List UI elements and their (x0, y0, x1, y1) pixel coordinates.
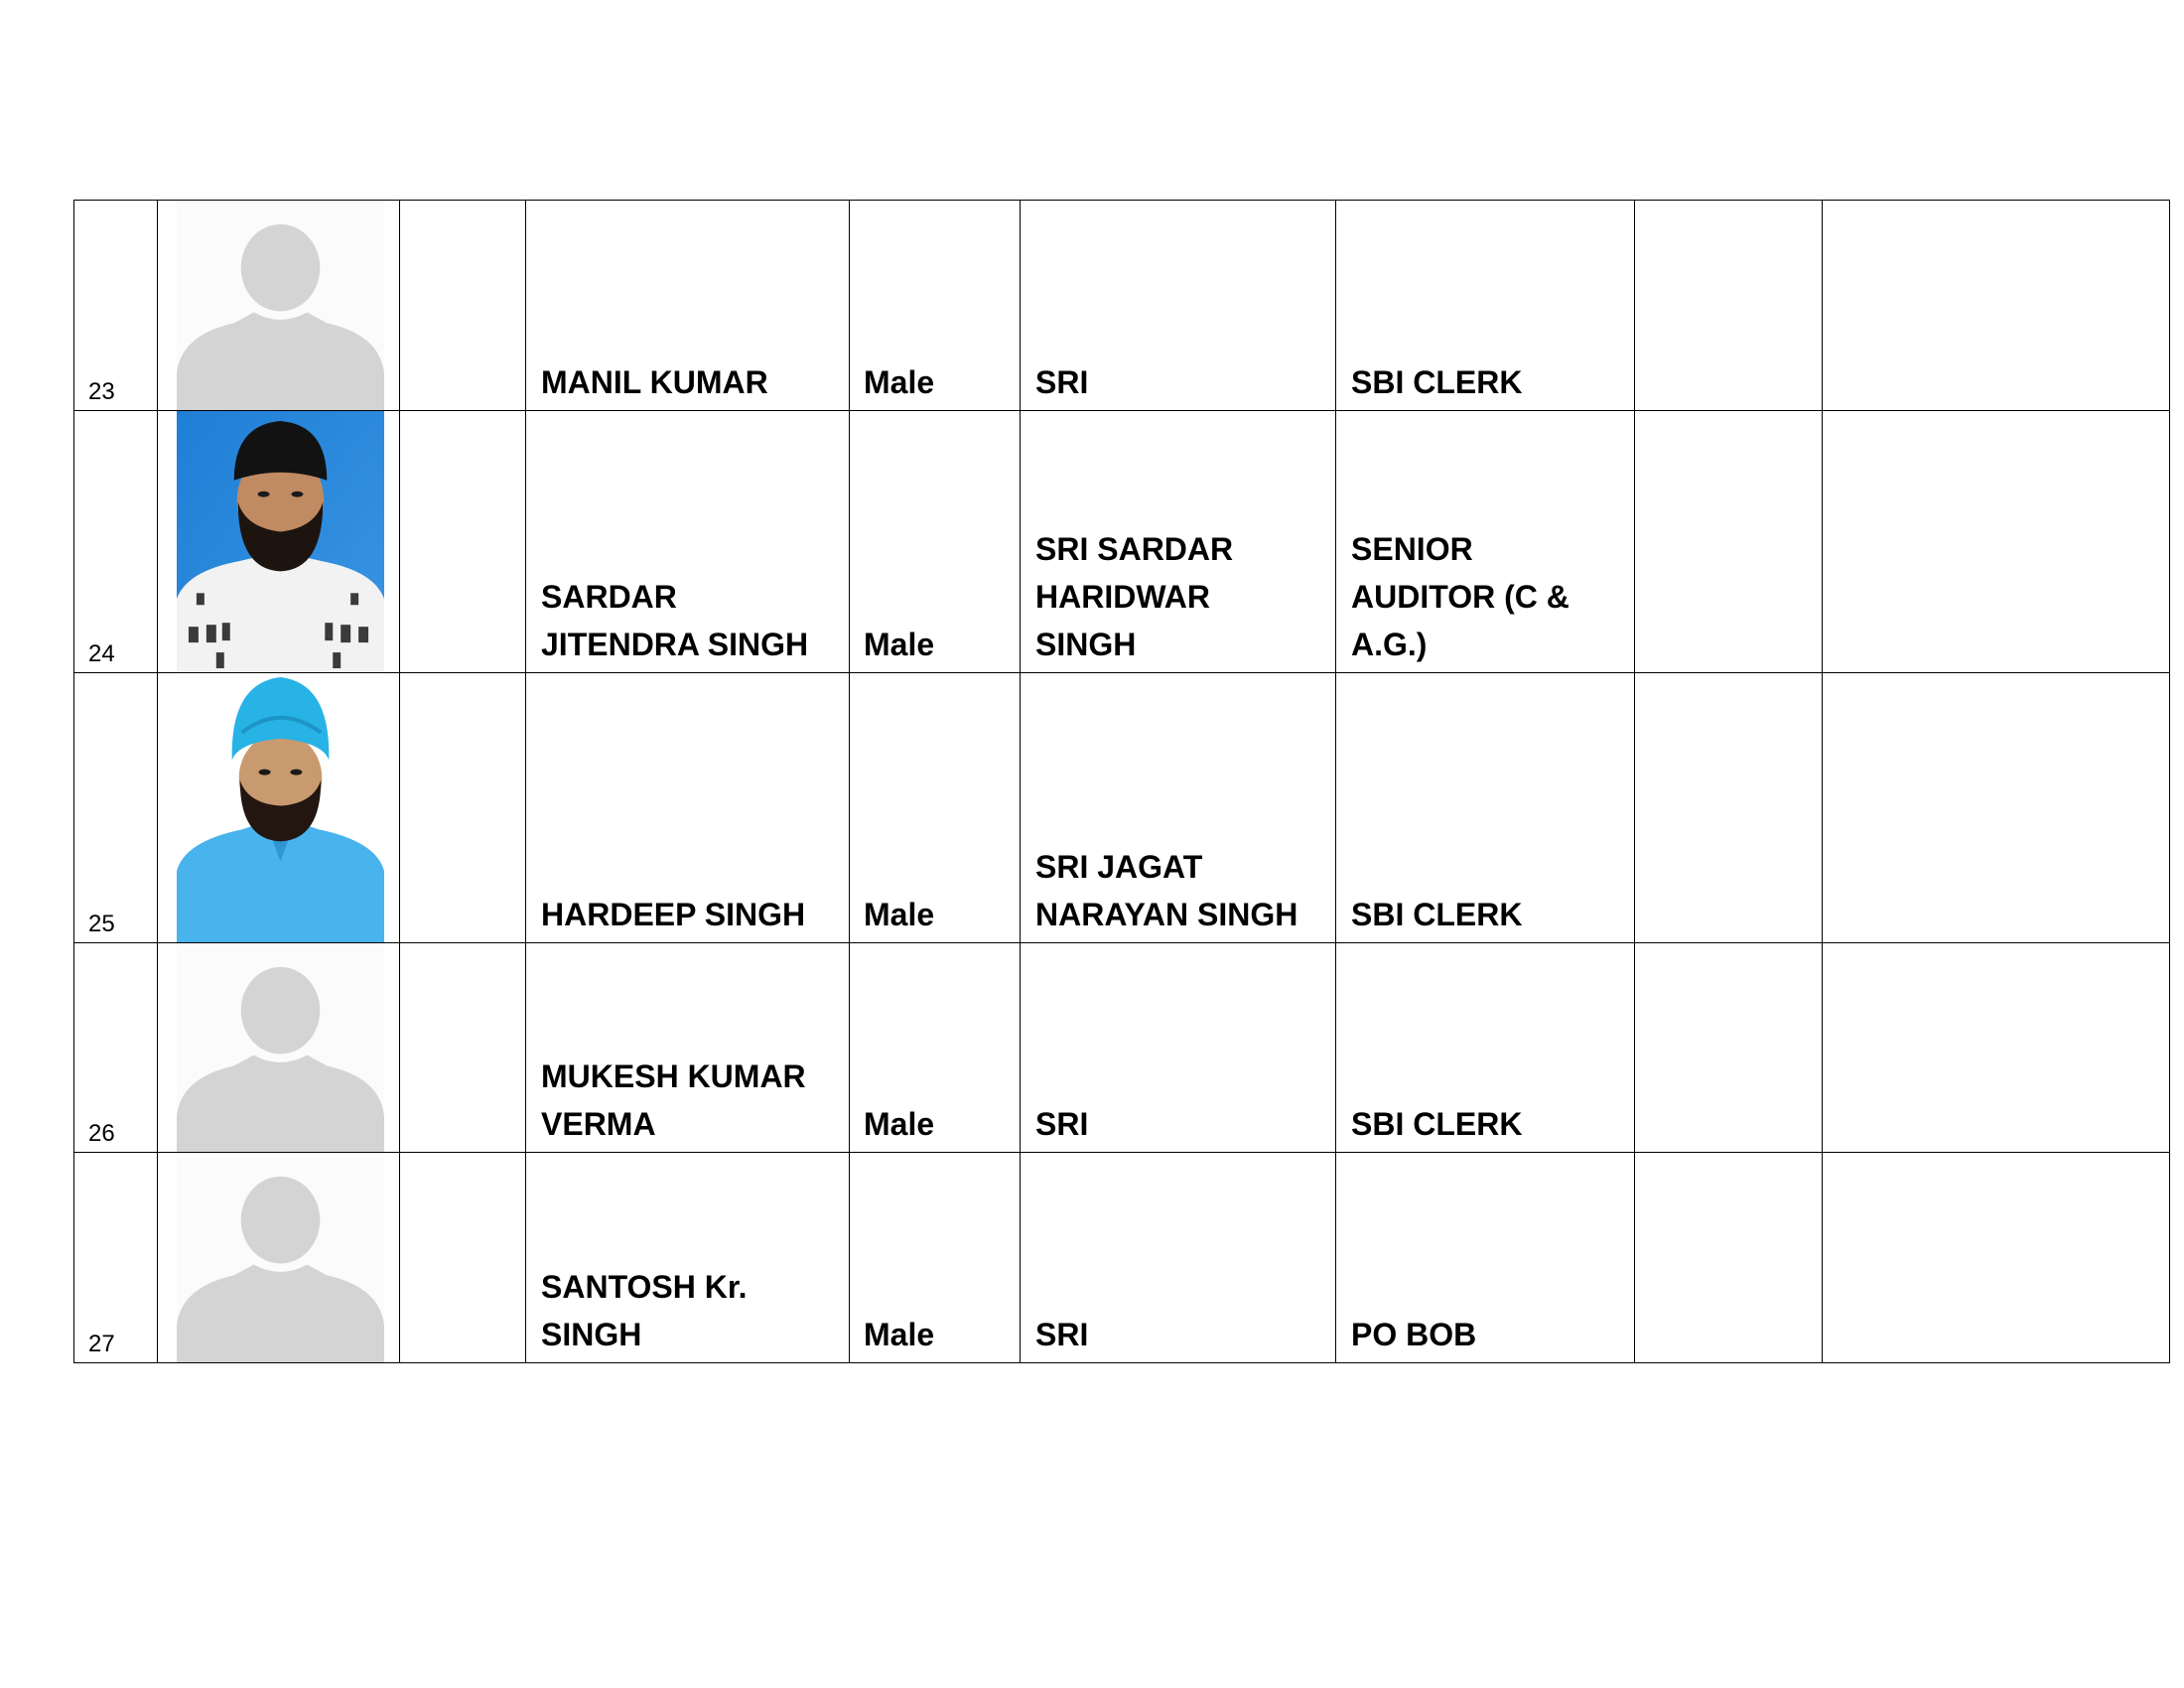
table-row (74, 411, 2170, 673)
table-row (74, 1153, 2170, 1363)
empty-cell (1823, 673, 2170, 943)
designation: PO BOB (1336, 1153, 1635, 1363)
empty-cell (1823, 943, 2170, 1153)
serial-number: 25 (74, 673, 158, 943)
candidate-gender: Male (850, 201, 1021, 411)
father-name: SRI JAGAT NARAYAN SINGH (1021, 673, 1336, 943)
empty-cell (1635, 943, 1823, 1153)
empty-cell (1635, 411, 1823, 673)
placeholder-avatar-icon (177, 201, 384, 410)
empty-cell (400, 411, 526, 673)
empty-cell (400, 673, 526, 943)
empty-cell (400, 943, 526, 1153)
empty-cell (1823, 1153, 2170, 1363)
candidate-gender: Male (850, 1153, 1021, 1363)
table-row (74, 201, 2170, 411)
candidate-name: SARDAR JITENDRA SINGH (526, 411, 850, 673)
candidate-gender: Male (850, 943, 1021, 1153)
candidate-gender: Male (850, 673, 1021, 943)
photo-cell (158, 943, 400, 1153)
empty-cell (400, 1153, 526, 1363)
candidate-table (73, 200, 2170, 1363)
designation: SBI CLERK (1336, 201, 1635, 411)
father-name: SRI (1021, 1153, 1336, 1363)
candidate-photo (177, 411, 384, 672)
candidate-name: SANTOSH Kr. SINGH (526, 1153, 850, 1363)
candidate-name: MUKESH KUMAR VERMA (526, 943, 850, 1153)
empty-cell (1823, 411, 2170, 673)
candidate-photo (177, 673, 384, 942)
serial-number: 23 (74, 201, 158, 411)
photo-cell (158, 201, 400, 411)
designation: SBI CLERK (1336, 673, 1635, 943)
candidate-name: MANIL KUMAR (526, 201, 850, 411)
candidate-name: HARDEEP SINGH (526, 673, 850, 943)
table-row (74, 673, 2170, 943)
placeholder-avatar-icon (177, 1153, 384, 1362)
candidate-gender: Male (850, 411, 1021, 673)
photo-cell (158, 673, 400, 943)
serial-number: 26 (74, 943, 158, 1153)
empty-cell (400, 201, 526, 411)
designation: SBI CLERK (1336, 943, 1635, 1153)
father-name: SRI SARDAR HARIDWAR SINGH (1021, 411, 1336, 673)
empty-cell (1635, 1153, 1823, 1363)
empty-cell (1823, 201, 2170, 411)
empty-cell (1635, 201, 1823, 411)
father-name: SRI (1021, 943, 1336, 1153)
photo-cell (158, 411, 400, 673)
serial-number: 27 (74, 1153, 158, 1363)
placeholder-avatar-icon (177, 943, 384, 1152)
photo-cell (158, 1153, 400, 1363)
designation: SENIOR AUDITOR (C & A.G.) (1336, 411, 1635, 673)
serial-number: 24 (74, 411, 158, 673)
father-name: SRI (1021, 201, 1336, 411)
empty-cell (1635, 673, 1823, 943)
table-row (74, 943, 2170, 1153)
